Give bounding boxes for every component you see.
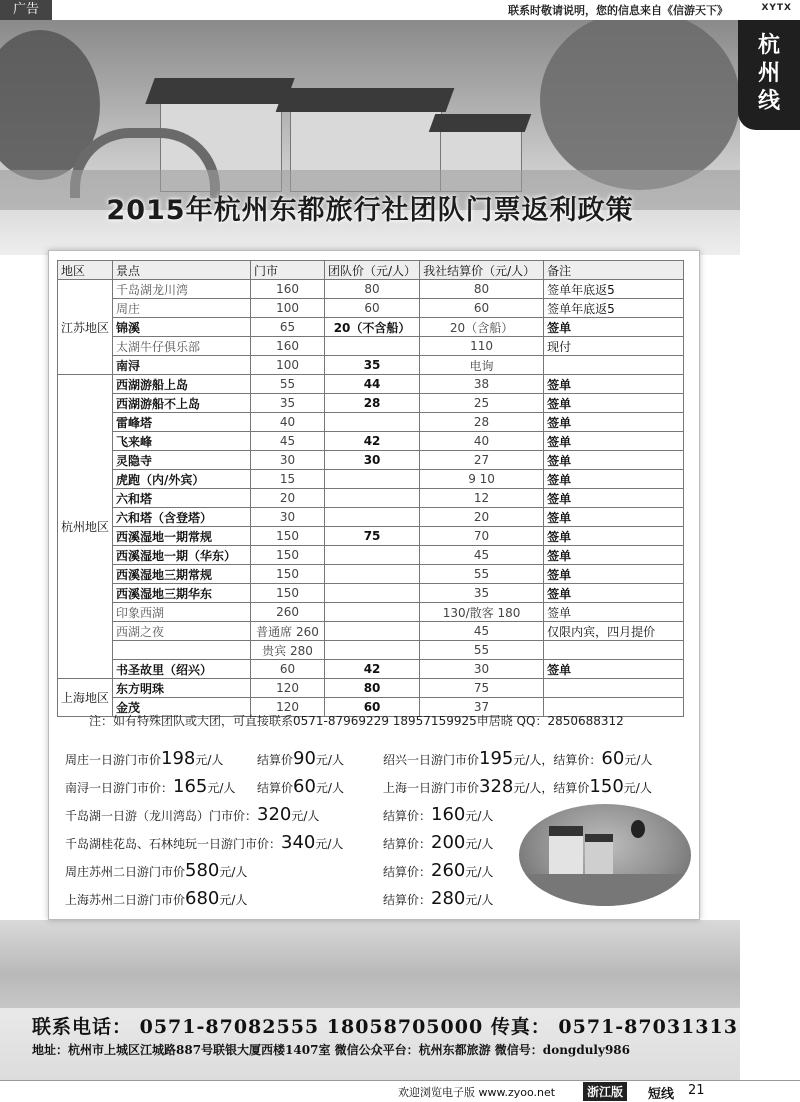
contact-note: 注：如有特殊团队或大团，可直接联系0571-87969229 18957159925申居晓 QQ：2850688312 [89, 714, 624, 728]
table-row [58, 641, 684, 660]
lower-decorative-photo [0, 920, 740, 1010]
contact-address: 地址：杭州市上城区江城路887号联银大厦西楼1407室 微信公众平台：杭州东都旅游 微信号：dongduly986 [32, 1043, 631, 1057]
gate-cell: 100 [251, 299, 325, 318]
promo-text: 千岛湖桂花岛、石林纯玩一日游门市价：340元/人 [65, 832, 344, 853]
promo-text: 南浔一日游门市价：165元/人 [65, 776, 236, 797]
gate-cell: 20 [251, 489, 325, 508]
table-header-row [58, 261, 684, 280]
gate-cell: 55 [251, 375, 325, 394]
settle-cell: 28 [420, 413, 544, 432]
table-row [58, 394, 684, 413]
promo-text: 上海苏州二日游门市价680元/人 [65, 888, 248, 909]
settle-cell: 45 [420, 546, 544, 565]
group-cell [325, 413, 420, 432]
spot-cell: 印象西湖 [113, 603, 251, 622]
group-cell: 42 [325, 432, 420, 451]
table-row [58, 280, 684, 299]
table-row [58, 432, 684, 451]
note-cell: 签单 [544, 432, 684, 451]
gate-cell: 65 [251, 318, 325, 337]
promo-text: 千岛湖一日游（龙川湾岛）门市价：320元/人 [65, 804, 320, 825]
page-title: 2015年杭州东都旅行社团队门票返利政策 [106, 195, 634, 226]
group-cell [325, 470, 420, 489]
table-row [58, 546, 684, 565]
spot-cell: 千岛湖龙川湾 [113, 280, 251, 299]
note-cell: 签单 [544, 660, 684, 679]
table-row [58, 451, 684, 470]
settle-cell: 110 [420, 337, 544, 356]
promo-text: 结算价90元/人 [257, 748, 344, 769]
group-cell: 80 [325, 280, 420, 299]
settle-cell: 25 [420, 394, 544, 413]
table-row [58, 622, 684, 641]
group-cell [325, 603, 420, 622]
group-cell: 35 [325, 356, 420, 375]
promo-text: 结算价：260元/人 [383, 860, 494, 881]
gate-cell: 普通席 260 [251, 622, 325, 641]
group-cell [325, 337, 420, 356]
table-row [58, 337, 684, 356]
note-cell: 签单 [544, 470, 684, 489]
top-bar [0, 0, 800, 21]
spot-cell: 西湖游船不上岛 [113, 394, 251, 413]
group-cell [325, 641, 420, 660]
settle-cell: 80 [420, 280, 544, 299]
settle-cell: 30 [420, 660, 544, 679]
header-group-price: 团队价（元/人） [325, 261, 420, 280]
table-row [58, 603, 684, 622]
header-region: 地区 [58, 261, 113, 280]
page-footer [0, 1080, 800, 1101]
settle-cell: 20（含船） [420, 318, 544, 337]
group-cell: 28 [325, 394, 420, 413]
gate-cell: 150 [251, 565, 325, 584]
group-cell [325, 622, 420, 641]
region-cell: 杭州地区 [58, 375, 113, 679]
settle-cell: 45 [420, 622, 544, 641]
gate-cell: 30 [251, 508, 325, 527]
note-cell: 签单 [544, 489, 684, 508]
header-remark: 备注 [544, 261, 684, 280]
region-cell: 江苏地区 [58, 280, 113, 375]
table-row [58, 489, 684, 508]
note-cell: 签单 [544, 565, 684, 584]
spot-cell: 六和塔 [113, 489, 251, 508]
table-row [58, 375, 684, 394]
settle-cell: 电询 [420, 356, 544, 375]
settle-cell: 70 [420, 527, 544, 546]
spot-cell: 雷峰塔 [113, 413, 251, 432]
promo-text: 结算价60元/人 [257, 776, 344, 797]
promo-text: 绍兴一日游门市价195元/人，结算价：60元/人 [383, 748, 653, 769]
note-cell: 签单 [544, 603, 684, 622]
gate-cell: 贵宾 280 [251, 641, 325, 660]
spot-cell: 西溪湿地一期（华东） [113, 546, 251, 565]
group-cell [325, 508, 420, 527]
settle-cell: 55 [420, 565, 544, 584]
source-note: 联系时敬请说明，您的信息来自《信游天下》 [508, 4, 728, 17]
note-cell: 签单 [544, 546, 684, 565]
note-cell: 签单 [544, 451, 684, 470]
gate-cell: 15 [251, 470, 325, 489]
spot-cell: 虎跑（内/外宾） [113, 470, 251, 489]
group-cell: 44 [325, 375, 420, 394]
table-row [58, 527, 684, 546]
spot-cell: 金茂 [113, 698, 251, 717]
note-cell: 仅限内宾，四月提价 [544, 622, 684, 641]
spot-cell: 周庄 [113, 299, 251, 318]
gate-cell: 120 [251, 679, 325, 698]
gate-cell: 150 [251, 527, 325, 546]
promo-text: 上海一日游门市价328元/人，结算价150元/人 [383, 776, 652, 797]
settle-cell: 37 [420, 698, 544, 717]
settle-cell: 130/散客 180 [420, 603, 544, 622]
section-label: 短线 [648, 1087, 675, 1102]
ad-label: 广告 [0, 0, 52, 20]
table-row [58, 584, 684, 603]
gate-cell: 120 [251, 698, 325, 717]
spot-cell: 西湖之夜 [113, 622, 251, 641]
gate-cell: 150 [251, 584, 325, 603]
spot-cell: 西溪湿地一期常规 [113, 527, 251, 546]
note-cell: 签单 [544, 527, 684, 546]
gate-cell: 45 [251, 432, 325, 451]
header-settle-price: 我社结算价（元/人） [420, 261, 544, 280]
promo-text: 周庄一日游门市价198元/人 [65, 748, 224, 769]
note-cell [544, 356, 684, 375]
spot-cell: 西溪湿地三期华东 [113, 584, 251, 603]
spot-cell: 锦溪 [113, 318, 251, 337]
table-row [58, 318, 684, 337]
spot-cell: 灵隐寺 [113, 451, 251, 470]
gate-cell: 60 [251, 660, 325, 679]
promo-text: 周庄苏州二日游门市价580元/人 [65, 860, 248, 881]
note-cell: 签单 [544, 375, 684, 394]
route-tab: 杭 州 线 [738, 20, 800, 130]
spot-cell: 六和塔（含登塔） [113, 508, 251, 527]
note-cell: 现付 [544, 337, 684, 356]
note-cell: 签单 [544, 394, 684, 413]
price-table-body [58, 280, 684, 717]
table-row [58, 413, 684, 432]
gate-cell: 160 [251, 280, 325, 299]
page-number: 21 [688, 1083, 705, 1098]
note-cell: 签单年底返5 [544, 280, 684, 299]
note-cell: 签单 [544, 318, 684, 337]
settle-cell: 38 [420, 375, 544, 394]
note-cell [544, 679, 684, 698]
group-cell [325, 489, 420, 508]
spot-cell: 南浔 [113, 356, 251, 375]
contact-phone: 联系电话： 0571-87082555 18058705000 传真： 0571-87031313 [32, 1016, 738, 1038]
note-cell: 签单年底返5 [544, 299, 684, 318]
table-row [58, 565, 684, 584]
gate-cell: 150 [251, 546, 325, 565]
note-cell: 签单 [544, 413, 684, 432]
promo-text: 结算价：160元/人 [383, 804, 494, 825]
spot-cell: 书圣故里（绍兴） [113, 660, 251, 679]
gate-cell: 260 [251, 603, 325, 622]
table-row [58, 679, 684, 698]
price-panel [48, 250, 700, 920]
note-cell [544, 641, 684, 660]
settle-cell: 35 [420, 584, 544, 603]
table-row [58, 508, 684, 527]
spot-cell [113, 641, 251, 660]
spot-cell: 太湖牛仔俱乐部 [113, 337, 251, 356]
group-cell [325, 584, 420, 603]
group-cell: 80 [325, 679, 420, 698]
header-spot: 景点 [113, 261, 251, 280]
group-cell: 75 [325, 527, 420, 546]
region-cell: 上海地区 [58, 679, 113, 717]
settle-cell: 9 10 [420, 470, 544, 489]
spot-cell: 东方明珠 [113, 679, 251, 698]
settle-cell: 20 [420, 508, 544, 527]
group-cell: 60 [325, 698, 420, 717]
table-row [58, 660, 684, 679]
group-cell [325, 546, 420, 565]
gate-cell: 100 [251, 356, 325, 375]
table-row [58, 356, 684, 375]
group-cell: 30 [325, 451, 420, 470]
spot-cell: 西湖游船上岛 [113, 375, 251, 394]
promo-text: 结算价：200元/人 [383, 832, 494, 853]
group-cell: 60 [325, 299, 420, 318]
table-row [58, 299, 684, 318]
magazine-logo: XYTX [761, 3, 792, 13]
footer-site: 欢迎浏览电子版 www.zyoo.net [398, 1086, 556, 1099]
group-cell: 20（不含船） [325, 318, 420, 337]
gate-cell: 40 [251, 413, 325, 432]
gate-cell: 30 [251, 451, 325, 470]
water-town-photo [519, 804, 691, 906]
header-gate-price: 门市 [251, 261, 325, 280]
spot-cell: 西溪湿地三期常规 [113, 565, 251, 584]
gate-cell: 35 [251, 394, 325, 413]
table-row [58, 470, 684, 489]
settle-cell: 27 [420, 451, 544, 470]
settle-cell: 12 [420, 489, 544, 508]
group-cell [325, 565, 420, 584]
settle-cell: 40 [420, 432, 544, 451]
settle-cell: 55 [420, 641, 544, 660]
note-cell: 签单 [544, 508, 684, 527]
promo-text: 结算价：280元/人 [383, 888, 494, 909]
edition-badge: 浙江版 [583, 1082, 627, 1101]
group-cell: 42 [325, 660, 420, 679]
gate-cell: 160 [251, 337, 325, 356]
settle-cell: 60 [420, 299, 544, 318]
settle-cell: 75 [420, 679, 544, 698]
note-cell: 签单 [544, 584, 684, 603]
spot-cell: 飞来峰 [113, 432, 251, 451]
price-table [57, 260, 684, 717]
